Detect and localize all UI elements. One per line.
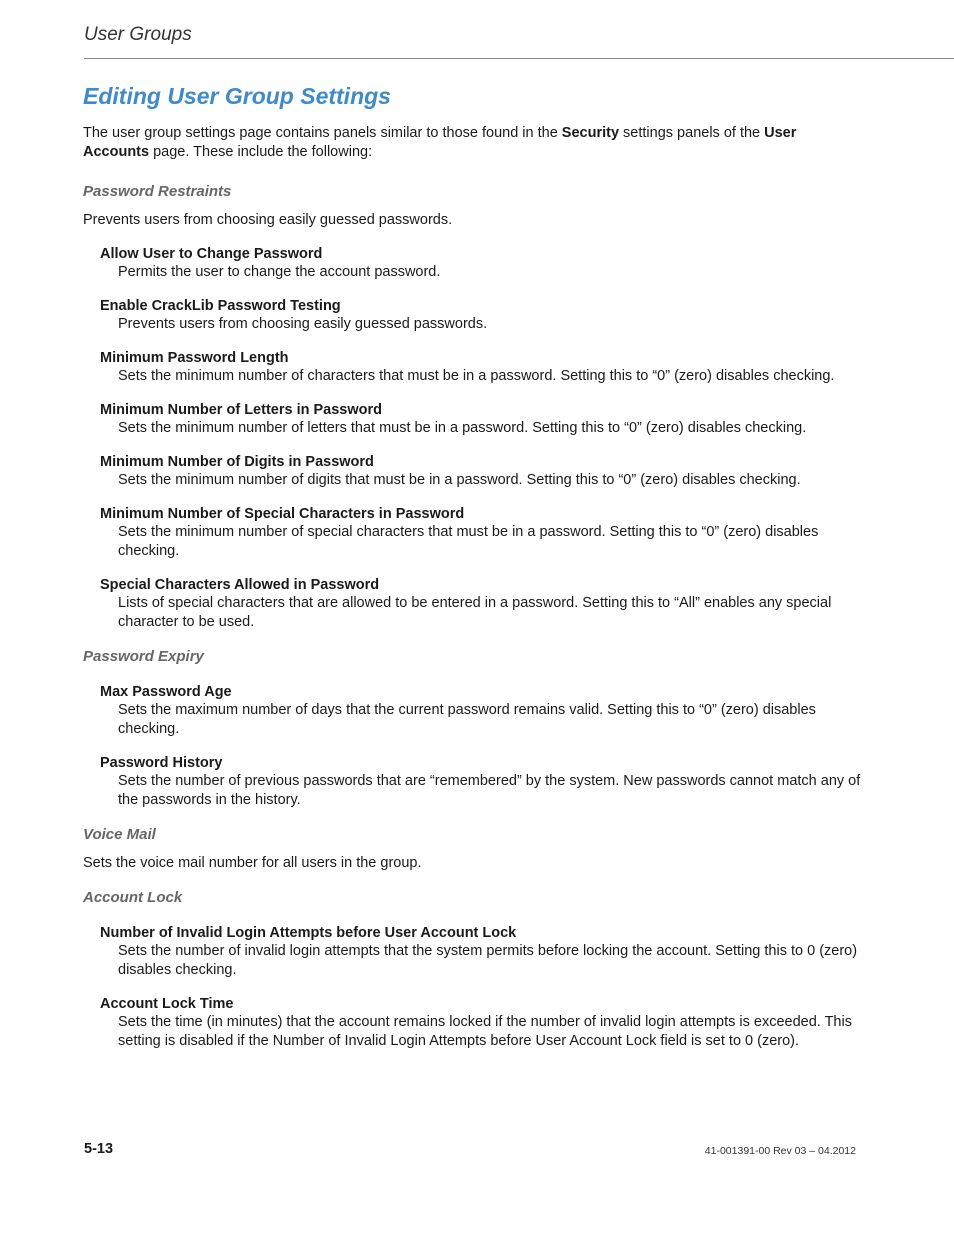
page-number: 5-13: [84, 1141, 114, 1157]
section-password-expiry: [83, 647, 863, 810]
setting-title: Account Lock Time: [100, 996, 234, 1012]
section-heading: Account Lock: [83, 889, 183, 906]
intro-text-3: page. These include the following:: [149, 144, 373, 160]
setting-description: Sets the minimum number of special characters that must be in a password. Setting this to “0” (zero) disables checking.: [118, 524, 819, 559]
setting-description: Sets the minimum number of characters that must be in a password. Setting this to “0” (zero) disables checking.: [118, 368, 835, 384]
section-password-restraints: [83, 182, 863, 632]
setting-item: [100, 349, 863, 386]
setting-description: Prevents users from choosing easily guessed passwords.: [118, 316, 488, 332]
section-description: Prevents users from choosing easily guessed passwords.: [83, 212, 453, 228]
setting-title: Password History: [100, 755, 223, 771]
header-rule: [84, 58, 954, 59]
setting-item: [100, 453, 863, 490]
section-heading: Password Expiry: [83, 648, 204, 665]
setting-title: Special Characters Allowed in Password: [100, 577, 380, 593]
setting-item: [100, 245, 863, 282]
setting-description: Sets the maximum number of days that the current password remains valid. Setting this to “0” (zero) disables checking.: [118, 702, 816, 737]
intro-paragraph: [83, 124, 863, 162]
setting-description: Lists of special characters that are allowed to be entered in a password. Setting this to “All” enables any special character to be used.: [118, 595, 832, 630]
intro-bold-security: Security: [561, 125, 620, 141]
section-account-lock: [83, 888, 863, 1051]
setting-item: [100, 576, 863, 632]
section-heading: Voice Mail: [83, 826, 156, 843]
setting-description: Sets the minimum number of digits that must be in a password. Setting this to “0” (zero) disables checking.: [118, 472, 801, 488]
setting-description: Sets the number of invalid login attempts that the system permits before locking the account. Setting this to 0 (zero) disables checking.: [118, 943, 858, 978]
setting-item: [100, 505, 863, 561]
page-content: [83, 80, 863, 1066]
section-voice-mail: [83, 825, 863, 873]
intro-text-1: The user group settings page contains panels similar to those found in the: [83, 125, 562, 141]
setting-item: [100, 995, 863, 1051]
setting-description: Permits the user to change the account password.: [118, 264, 441, 280]
intro-text-2: settings panels of the: [619, 125, 765, 141]
setting-description: Sets the time (in minutes) that the account remains locked if the number of invalid login attempts is exceeded. This setting is disabled if the Number of Invalid Login Attempts before User Account Lock field is set to 0 (zero).: [118, 1014, 852, 1049]
setting-title: Allow User to Change Password: [100, 246, 323, 262]
setting-description: Sets the number of previous passwords that are “remembered” by the system. New passwords cannot match any of the passwords in the history.: [118, 773, 861, 808]
setting-title: Minimum Number of Special Characters in Password: [100, 506, 465, 522]
setting-item: [100, 924, 863, 980]
setting-item: [100, 297, 863, 334]
setting-item: [100, 754, 863, 810]
running-header: User Groups: [84, 24, 192, 45]
setting-item: [100, 683, 863, 739]
setting-item: [100, 401, 863, 438]
setting-title: Minimum Number of Digits in Password: [100, 454, 374, 470]
section-heading: Password Restraints: [83, 183, 232, 200]
setting-title: Enable CrackLib Password Testing: [100, 298, 341, 314]
setting-title: Number of Invalid Login Attempts before User Account Lock: [100, 925, 517, 941]
document-id: 41-001391-00 Rev 03 – 04.2012: [704, 1145, 856, 1157]
setting-description: Sets the minimum number of letters that must be in a password. Setting this to “0” (zero) disables checking.: [118, 420, 807, 436]
setting-title: Max Password Age: [100, 684, 232, 700]
setting-title: Minimum Number of Letters in Password: [100, 402, 382, 418]
section-description: Sets the voice mail number for all users in the group.: [83, 855, 422, 871]
intro-bold-user-accounts: User Accounts: [83, 125, 797, 160]
page-title: Editing User Group Settings: [83, 83, 391, 109]
setting-title: Minimum Password Length: [100, 350, 289, 366]
